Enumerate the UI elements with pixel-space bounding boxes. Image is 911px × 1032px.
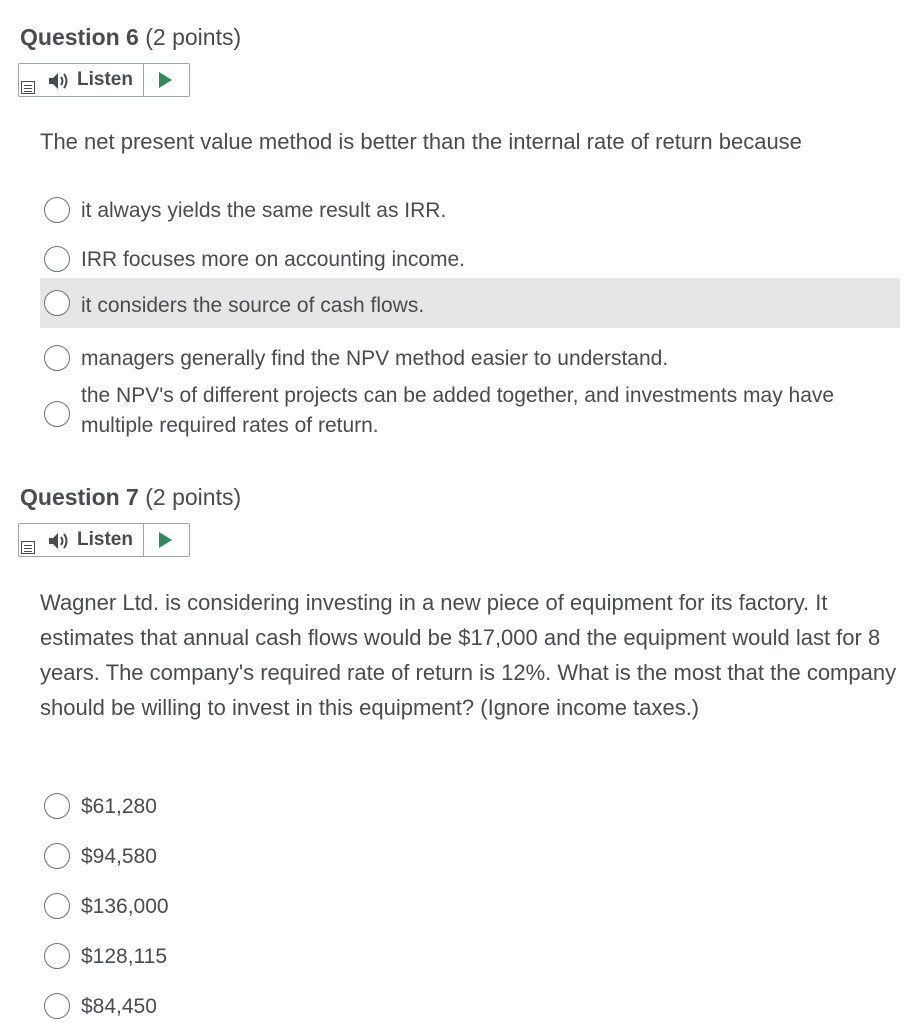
radio-button[interactable]: [44, 246, 70, 272]
play-icon[interactable]: [159, 72, 172, 88]
radio-button[interactable]: [44, 290, 70, 316]
divider: [143, 524, 144, 556]
answer-label: it always yields the same result as IRR.: [81, 199, 447, 222]
question-text: The net present value method is better than the internal rate of return because: [40, 129, 802, 154]
menu-icon[interactable]: [21, 541, 35, 554]
answer-option[interactable]: [40, 982, 900, 1032]
answer-label: $128,115: [81, 945, 168, 968]
radio-button[interactable]: [44, 345, 70, 371]
answer-label: $61,280: [81, 795, 157, 818]
menu-icon[interactable]: [21, 81, 35, 94]
question-title: Question 6: [20, 24, 139, 50]
answer-option[interactable]: [40, 381, 900, 451]
radio-button[interactable]: [44, 401, 70, 427]
radio-button[interactable]: [44, 843, 70, 869]
answer-label: $94,580: [81, 845, 157, 868]
answer-option[interactable]: [40, 782, 900, 832]
answer-option-hovered[interactable]: [40, 278, 900, 328]
question-header: [20, 24, 241, 51]
speaker-icon: [47, 531, 73, 551]
radio-button[interactable]: [44, 197, 70, 223]
answer-option[interactable]: [40, 832, 900, 882]
answer-option[interactable]: [40, 882, 900, 932]
answer-label: it considers the source of cash flows.: [81, 294, 425, 317]
question-text: Wagner Ltd. is considering investing in a new piece of equipment for its factory. It estimates that annual cash flows would be $17,000 and the equipment would last for 8 years. The company's required rate of return is 12%. What is the most that the company should be willing to invest in this equipment? (Ignore income taxes.): [40, 590, 897, 720]
divider: [143, 64, 144, 96]
radio-button[interactable]: [44, 993, 70, 1019]
radio-button[interactable]: [44, 943, 70, 969]
question-points: (2 points): [145, 24, 242, 50]
listen-toolbar: [18, 523, 190, 557]
radio-button[interactable]: [44, 893, 70, 919]
question-title: Question 7: [20, 484, 139, 510]
answer-label: $84,450: [81, 995, 157, 1018]
listen-button[interactable]: Listen: [77, 69, 133, 90]
play-icon[interactable]: [159, 532, 172, 548]
speaker-icon: [47, 71, 73, 91]
answer-option[interactable]: [40, 186, 900, 236]
question-points: (2 points): [145, 484, 242, 510]
listen-toolbar: [18, 63, 190, 97]
radio-button[interactable]: [44, 793, 70, 819]
answer-label: $136,000: [81, 895, 169, 918]
answer-label: IRR focuses more on accounting income.: [81, 248, 466, 271]
answer-option[interactable]: [40, 334, 900, 384]
answer-label: the NPV's of different projects can be added together, and investments may have multiple required rates of return.: [81, 384, 835, 437]
listen-button[interactable]: Listen: [77, 529, 133, 550]
answer-label: managers generally find the NPV method easier to understand.: [81, 347, 669, 370]
question-header: [20, 484, 241, 511]
answer-option[interactable]: [40, 932, 900, 982]
